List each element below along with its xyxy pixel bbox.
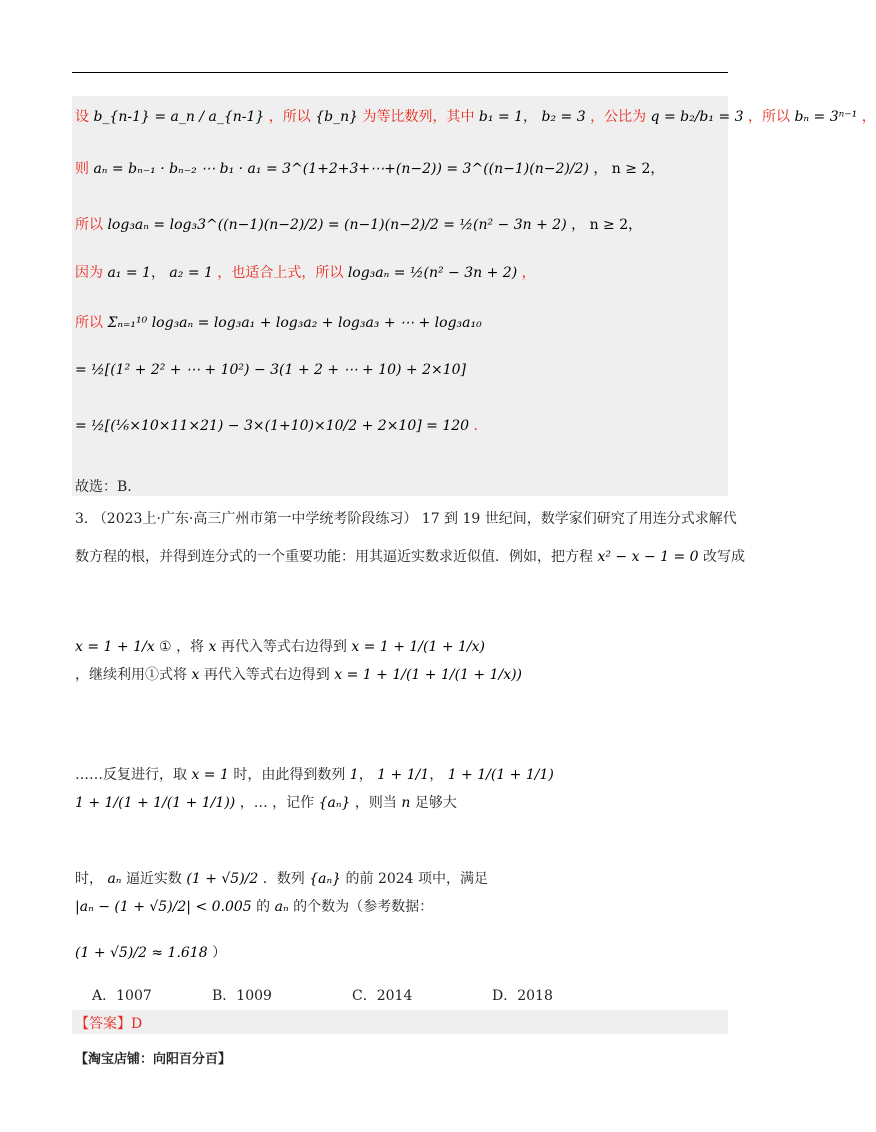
text-fragment: . xyxy=(473,418,478,434)
formula-a1: a₁ = 1 xyxy=(107,265,151,281)
formula-log-an-general: log₃aₙ = ½(n² − 3n + 2) xyxy=(347,265,518,281)
formula-sum-result: = ½[(⅙×10×11×21) − 3×(1+10)×10/2 + 2×10] = 120 xyxy=(75,418,470,434)
question-number: 3. xyxy=(75,511,89,527)
condition-text: ， n ≥ 2， xyxy=(571,217,643,233)
formula-an: aₙ xyxy=(107,871,122,887)
question-text: 逼近实数 xyxy=(125,871,182,887)
question-text: ，将 xyxy=(176,639,205,655)
question-line-4b xyxy=(75,792,457,812)
circled-one: ① xyxy=(159,639,172,655)
formula-continued-2: x = 1 + 1/(1 + 1/x) xyxy=(351,639,485,655)
formula-inequality: |aₙ − (1 + √5)/2| < 0.005 xyxy=(75,899,252,915)
option-value: 1007 xyxy=(116,988,152,1004)
formula-b1: b₁ = 1 xyxy=(478,109,524,125)
formula-n: n xyxy=(401,795,411,811)
question-text: 再代入等式右边得到 xyxy=(203,667,330,683)
text-fragment: ，所以 xyxy=(747,109,790,125)
formula-reference: (1 + √5)/2 ≈ 1.618 xyxy=(75,945,208,961)
solution-line-4: 因为 a₁ = 1， a₂ = 1 ，也适合上式，所以 log₃aₙ = ½(n² − 3n + 2) ， xyxy=(75,265,536,281)
sequence-term-2: 1 + 1/1 xyxy=(377,767,430,783)
question-text: ，继续利用①式将 xyxy=(75,667,187,683)
option-label: D． xyxy=(492,988,518,1004)
option-value: 1009 xyxy=(236,988,272,1004)
question-text: 时，由此得到数列 xyxy=(233,767,346,783)
formula-b2: b₂ = 3 xyxy=(541,109,586,125)
solution-line-7 xyxy=(75,418,478,434)
question-text: 足够大 xyxy=(414,795,457,811)
text-fragment: 则 xyxy=(75,161,89,177)
option-label: B． xyxy=(212,988,237,1004)
question-text: ） xyxy=(212,945,227,961)
option-label: A． xyxy=(92,988,117,1004)
text-fragment: ， xyxy=(521,265,536,281)
text-fragment: ， xyxy=(861,109,876,125)
formula-a2: a₂ = 1 xyxy=(169,265,213,281)
question-line-5 xyxy=(75,868,488,888)
text-fragment: 为等比数列，其中 xyxy=(362,109,475,125)
question-text: 的 xyxy=(256,899,271,915)
formula-ratio: q = b₂/b₁ = 3 xyxy=(650,109,744,125)
formula-seq-an: {aₙ} xyxy=(318,795,351,811)
question-line-1 xyxy=(75,508,737,528)
option-value: 2018 xyxy=(517,988,553,1004)
formula-bn: b_{n-1} = a_n / a_{n-1} xyxy=(93,109,265,125)
question-text: ，记作 xyxy=(272,795,315,811)
question-source: （2023上·广东·高三广州市第一中学统考阶段练习） xyxy=(92,511,418,527)
header-rule xyxy=(72,72,728,73)
question-line-3 xyxy=(75,636,485,656)
solution-line-2 xyxy=(75,158,664,178)
answer xyxy=(75,1013,142,1033)
answer-panel xyxy=(72,1010,728,1034)
formula-an: aₙ xyxy=(274,899,289,915)
option-c xyxy=(352,985,412,1005)
text-fragment: 设 xyxy=(75,109,89,125)
question-text: 改写成 xyxy=(703,549,746,565)
formula-bn-general: bₙ = 3ⁿ⁻¹ xyxy=(794,109,858,125)
formula-sum-expanded: = ½[(1² + 2² + ⋯ + 10²) − 3(1 + 2 + ⋯ + 10) + 2×10] xyxy=(75,362,467,378)
formula-x-equals-1: x = 1 xyxy=(191,767,229,783)
solution-line-5 xyxy=(75,312,482,332)
formula-sum: Σₙ₌₁¹⁰ log₃aₙ = log₃a₁ + log₃a₂ + log₃a₃ + ⋯ + log₃a₁₀ xyxy=(107,315,482,331)
question-line-3b xyxy=(75,664,522,684)
option-a xyxy=(92,985,152,1005)
sequence-term-1: 1 xyxy=(349,767,359,783)
formula-seq-bn: {b_n} xyxy=(315,109,359,125)
text-fragment: 所以 xyxy=(75,217,103,233)
formula-log-an: log₃aₙ = log₃3^((n−1)(n−2)/2) = (n−1)(n−2)/2 = ½(n² − 3n + 2) xyxy=(107,217,567,233)
option-b xyxy=(212,985,272,1005)
option-label: C． xyxy=(352,988,377,1004)
option-value: 2014 xyxy=(376,988,413,1004)
question-text: 再代入等式右边得到 xyxy=(220,639,347,655)
formula-quadratic: x² − x − 1 = 0 xyxy=(597,549,699,565)
formula-continued-3: x = 1 + 1/(1 + 1/(1 + 1/x)) xyxy=(334,667,523,683)
sequence-ellipsis: ，… xyxy=(239,795,268,811)
question-text: 时， xyxy=(75,871,103,887)
text-fragment: ，也适合上式，所以 xyxy=(217,265,344,281)
sequence-term-4: 1 + 1/(1 + 1/(1 + 1/1)) xyxy=(75,795,236,811)
question-text: 的个数为（参考数据： xyxy=(293,899,434,915)
answer-label: 【答案】 xyxy=(75,1016,131,1032)
formula-continued-1: x = 1 + 1/x xyxy=(75,639,155,655)
footer-shop: 【淘宝店铺：向阳百分百】 xyxy=(75,1052,232,1067)
text-fragment: ，公比为 xyxy=(590,109,647,125)
text-fragment: 所以 xyxy=(75,315,103,331)
text-fragment: 因为 xyxy=(75,265,103,281)
question-line-5b xyxy=(75,896,433,916)
condition-text: ， n ≥ 2， xyxy=(593,161,665,177)
question-text: 的前 2024 项中，满足 xyxy=(345,871,489,887)
sequence-term-3: 1 + 1/(1 + 1/1) xyxy=(447,767,554,783)
text-fragment: ，所以 xyxy=(268,109,311,125)
solution-panel xyxy=(72,96,728,496)
question-text: 数方程的根，并得到连分式的一个重要功能：用其逼近实数求近似值．例如，把方程 xyxy=(75,549,593,565)
question-text: ．数列 xyxy=(262,871,305,887)
formula-an-product: aₙ = bₙ₋₁ · bₙ₋₂ ⋯ b₁ · a₁ = 3^(1+2+3+⋯+(n−2)) = 3^((n−1)(n−2)/2) xyxy=(93,161,589,177)
formula-x: x xyxy=(208,639,217,655)
question-line-4: ……反复进行，取 x = 1 时，由此得到数列 1， 1 + 1/1， 1 + 1/(1 + 1/1) xyxy=(75,767,554,783)
formula-x: x xyxy=(191,667,200,683)
question-line-2 xyxy=(75,546,745,566)
answer-value: D xyxy=(131,1016,143,1032)
solution-line-3 xyxy=(75,214,642,234)
solution-line-1: 设 b_{n-1} = a_n / a_{n-1} ，所以 {b_n} 为等比数列，其中 b₁ = 1， b₂ = 3 ，公比为 q = b₂/b₁ = 3 ，所以 bₙ = 3ⁿ⁻¹ ， xyxy=(75,109,876,125)
question-text: ……反复进行，取 xyxy=(75,767,187,783)
question-text: 17 到 19 世纪间，数学家们研究了用连分式求解代 xyxy=(421,511,737,527)
solution-line-6 xyxy=(75,362,466,378)
formula-seq-an: {aₙ} xyxy=(309,871,342,887)
question-line-6 xyxy=(75,942,226,962)
choice-line: 故选：B. xyxy=(75,479,132,495)
option-d xyxy=(492,985,553,1005)
formula-golden-ratio: (1 + √5)/2 xyxy=(186,871,259,887)
question-text: ，则当 xyxy=(354,795,397,811)
